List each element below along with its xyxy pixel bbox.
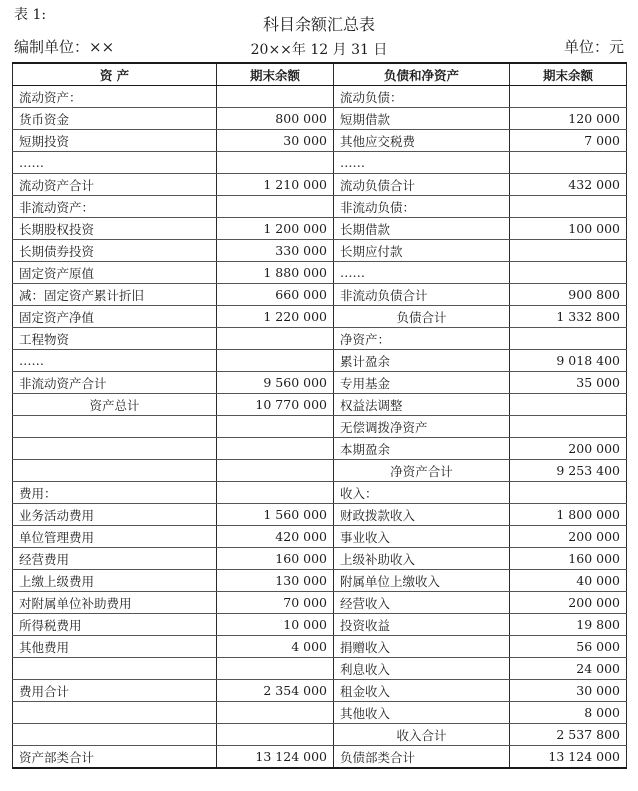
- liability-balance-cell: 56 000: [510, 636, 627, 658]
- asset-balance-cell: 70 000: [217, 592, 334, 614]
- liability-balance-cell: [510, 328, 627, 350]
- asset-balance-cell: [217, 460, 334, 482]
- liability-balance-cell: [510, 240, 627, 262]
- liability-balance-cell: [510, 196, 627, 218]
- table-row: [13, 372, 627, 394]
- report-date: 20××年 12 月 31 日: [250, 42, 388, 58]
- asset-balance-cell: 9 560 000: [217, 372, 334, 394]
- table-header-row: [13, 63, 627, 86]
- asset-balance-cell: 2 354 000: [217, 680, 334, 702]
- asset-name-cell: 工程物资: [13, 328, 217, 350]
- asset-balance-cell: 160 000: [217, 548, 334, 570]
- liability-name-cell: 其他应交税费: [334, 130, 510, 152]
- asset-name-cell: 流动资产合计: [13, 174, 217, 196]
- liability-name-cell: 事业收入: [334, 526, 510, 548]
- liability-name-cell: 上级补助收入: [334, 548, 510, 570]
- asset-balance-cell: 30 000: [217, 130, 334, 152]
- table-row: [13, 724, 627, 746]
- liability-name-cell: 长期应付款: [334, 240, 510, 262]
- liability-name-cell: ……: [334, 152, 510, 174]
- table-row: [13, 438, 627, 460]
- liability-name-cell: 利息收入: [334, 658, 510, 680]
- liability-name-cell: 长期借款: [334, 218, 510, 240]
- asset-balance-cell: 330 000: [217, 240, 334, 262]
- liability-balance-cell: 120 000: [510, 108, 627, 130]
- table-number: 表 1:: [14, 7, 47, 23]
- asset-balance-cell: 1 210 000: [217, 174, 334, 196]
- asset-name-cell: 上缴上级费用: [13, 570, 217, 592]
- table-row: [13, 86, 627, 108]
- liability-balance-cell: 8 000: [510, 702, 627, 724]
- liability-balance-cell: 40 000: [510, 570, 627, 592]
- table-row: [13, 702, 627, 724]
- asset-name-cell: 流动资产：: [13, 86, 217, 108]
- liability-balance-cell: [510, 262, 627, 284]
- liability-name-cell: 经营收入: [334, 592, 510, 614]
- asset-name-cell: 非流动资产合计: [13, 372, 217, 394]
- liability-balance-cell: 9 018 400: [510, 350, 627, 372]
- table-row: [13, 196, 627, 218]
- asset-balance-cell: [217, 196, 334, 218]
- liability-name-cell: 负债合计: [334, 306, 510, 328]
- asset-balance-cell: [217, 702, 334, 724]
- table-row: [13, 636, 627, 658]
- liability-name-cell: 负债部类合计: [334, 746, 510, 769]
- table-row: [13, 152, 627, 174]
- table-row: [13, 130, 627, 152]
- liability-name-cell: 短期借款: [334, 108, 510, 130]
- column-header-assets: 资 产: [13, 63, 217, 86]
- asset-balance-cell: 1 560 000: [217, 504, 334, 526]
- asset-name-cell: 资产部类合计: [13, 746, 217, 769]
- asset-name-cell: 资产总计: [13, 394, 217, 416]
- liability-name-cell: 本期盈余: [334, 438, 510, 460]
- liability-balance-cell: 900 800: [510, 284, 627, 306]
- liability-balance-cell: 100 000: [510, 218, 627, 240]
- liability-name-cell: 无偿调拨净资产: [334, 416, 510, 438]
- asset-name-cell: [13, 724, 217, 746]
- liability-balance-cell: [510, 152, 627, 174]
- liability-balance-cell: 432 000: [510, 174, 627, 196]
- asset-name-cell: 长期债券投资: [13, 240, 217, 262]
- asset-name-cell: 减：固定资产累计折旧: [13, 284, 217, 306]
- table-row: [13, 658, 627, 680]
- table-row: [13, 592, 627, 614]
- liability-name-cell: 投资收益: [334, 614, 510, 636]
- liability-name-cell: 专用基金: [334, 372, 510, 394]
- liability-name-cell: 权益法调整: [334, 394, 510, 416]
- asset-balance-cell: 4 000: [217, 636, 334, 658]
- asset-balance-cell: [217, 724, 334, 746]
- table-row: [13, 416, 627, 438]
- table-row: [13, 306, 627, 328]
- compiler-unit: 编制单位：××: [14, 38, 115, 56]
- column-header-liabilities: 负债和净资产: [334, 63, 510, 86]
- liability-name-cell: ……: [334, 262, 510, 284]
- table-row: [13, 350, 627, 372]
- asset-balance-cell: 800 000: [217, 108, 334, 130]
- liability-balance-cell: [510, 86, 627, 108]
- liability-name-cell: 租金收入: [334, 680, 510, 702]
- liability-name-cell: 附属单位上缴收入: [334, 570, 510, 592]
- table-row: [13, 570, 627, 592]
- liability-name-cell: 非流动负债合计: [334, 284, 510, 306]
- currency-unit: 单位：元: [563, 38, 624, 56]
- asset-name-cell: [13, 438, 217, 460]
- asset-balance-cell: [217, 152, 334, 174]
- liability-name-cell: 捐赠收入: [334, 636, 510, 658]
- liability-name-cell: 流动负债：: [334, 86, 510, 108]
- asset-name-cell: [13, 658, 217, 680]
- liability-balance-cell: 24 000: [510, 658, 627, 680]
- asset-name-cell: 长期股权投资: [13, 218, 217, 240]
- column-header-liability-balance: 期末余额: [510, 63, 627, 86]
- liability-name-cell: 其他收入: [334, 702, 510, 724]
- asset-name-cell: 单位管理费用: [13, 526, 217, 548]
- asset-balance-cell: 1 220 000: [217, 306, 334, 328]
- asset-balance-cell: 1 880 000: [217, 262, 334, 284]
- asset-name-cell: ……: [13, 350, 217, 372]
- table-row: [13, 262, 627, 284]
- table-row: [13, 284, 627, 306]
- asset-balance-cell: 10 770 000: [217, 394, 334, 416]
- liability-name-cell: 财政拨款收入: [334, 504, 510, 526]
- liability-balance-cell: 35 000: [510, 372, 627, 394]
- table-row: [13, 504, 627, 526]
- asset-balance-cell: 660 000: [217, 284, 334, 306]
- asset-name-cell: 固定资产原值: [13, 262, 217, 284]
- asset-name-cell: 非流动资产：: [13, 196, 217, 218]
- liability-balance-cell: 200 000: [510, 526, 627, 548]
- liability-balance-cell: [510, 482, 627, 504]
- asset-balance-cell: [217, 438, 334, 460]
- asset-name-cell: 其他费用: [13, 636, 217, 658]
- table-row: [13, 746, 627, 769]
- liability-name-cell: 非流动负债：: [334, 196, 510, 218]
- asset-name-cell: [13, 416, 217, 438]
- table-row: [13, 460, 627, 482]
- liability-name-cell: 累计盈余: [334, 350, 510, 372]
- liability-balance-cell: 19 800: [510, 614, 627, 636]
- asset-balance-cell: 1 200 000: [217, 218, 334, 240]
- asset-name-cell: 所得税费用: [13, 614, 217, 636]
- asset-name-cell: [13, 702, 217, 724]
- asset-name-cell: 固定资产净值: [13, 306, 217, 328]
- asset-balance-cell: [217, 350, 334, 372]
- table-row: [13, 394, 627, 416]
- asset-balance-cell: [217, 416, 334, 438]
- column-header-asset-balance: 期末余额: [217, 63, 334, 86]
- table-row: [13, 614, 627, 636]
- asset-name-cell: 经营费用: [13, 548, 217, 570]
- asset-balance-cell: [217, 658, 334, 680]
- liability-balance-cell: [510, 416, 627, 438]
- page-title: 科目余额汇总表: [262, 15, 375, 34]
- asset-balance-cell: 420 000: [217, 526, 334, 548]
- liability-balance-cell: 30 000: [510, 680, 627, 702]
- liability-name-cell: 净资产合计: [334, 460, 510, 482]
- table-row: [13, 526, 627, 548]
- asset-name-cell: 货币资金: [13, 108, 217, 130]
- asset-name-cell: 费用：: [13, 482, 217, 504]
- table-row: [13, 328, 627, 350]
- liability-balance-cell: 13 124 000: [510, 746, 627, 769]
- asset-name-cell: 对附属单位补助费用: [13, 592, 217, 614]
- liability-balance-cell: 1 800 000: [510, 504, 627, 526]
- liability-name-cell: 收入：: [334, 482, 510, 504]
- liability-name-cell: 净资产：: [334, 328, 510, 350]
- liability-balance-cell: 160 000: [510, 548, 627, 570]
- liability-balance-cell: [510, 394, 627, 416]
- liability-balance-cell: 9 253 400: [510, 460, 627, 482]
- asset-name-cell: [13, 460, 217, 482]
- liability-balance-cell: 7 000: [510, 130, 627, 152]
- asset-name-cell: ……: [13, 152, 217, 174]
- table-row: [13, 218, 627, 240]
- asset-balance-cell: [217, 86, 334, 108]
- asset-balance-cell: [217, 482, 334, 504]
- asset-name-cell: 短期投资: [13, 130, 217, 152]
- table-row: [13, 482, 627, 504]
- table-row: [13, 548, 627, 570]
- liability-name-cell: 收入合计: [334, 724, 510, 746]
- liability-name-cell: 流动负债合计: [334, 174, 510, 196]
- table-row: [13, 108, 627, 130]
- asset-name-cell: 业务活动费用: [13, 504, 217, 526]
- table-row: [13, 174, 627, 196]
- ledger-table: [12, 62, 627, 769]
- liability-balance-cell: 1 332 800: [510, 306, 627, 328]
- liability-balance-cell: 200 000: [510, 438, 627, 460]
- table-row: [13, 240, 627, 262]
- asset-balance-cell: 10 000: [217, 614, 334, 636]
- liability-balance-cell: 200 000: [510, 592, 627, 614]
- asset-balance-cell: 130 000: [217, 570, 334, 592]
- asset-balance-cell: 13 124 000: [217, 746, 334, 769]
- table-row: [13, 680, 627, 702]
- liability-balance-cell: 2 537 800: [510, 724, 627, 746]
- asset-balance-cell: [217, 328, 334, 350]
- asset-name-cell: 费用合计: [13, 680, 217, 702]
